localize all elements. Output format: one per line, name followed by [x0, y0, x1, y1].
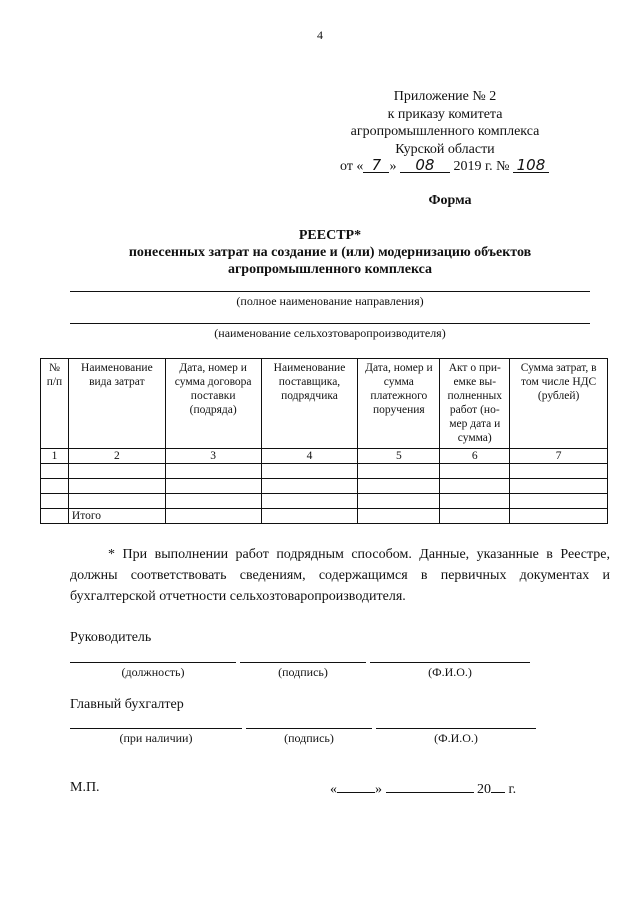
column-number: 2 — [68, 449, 165, 464]
page-number: 4 — [317, 28, 323, 42]
head-caption-name: (Ф.И.О.) — [428, 665, 472, 679]
column-number: 4 — [261, 449, 358, 464]
appendix-block — [320, 88, 570, 158]
day-blank — [337, 780, 375, 793]
direction-caption: (полное наименование направления) — [236, 294, 424, 308]
head-caption-signature: (подпись) — [278, 665, 328, 679]
producer-caption: (наименование сельхозтоваропроизводителя) — [214, 326, 446, 340]
date-open-quote: « — [330, 782, 337, 797]
table-header-row — [41, 359, 608, 449]
appendix-line: к приказу комитета — [387, 106, 503, 122]
handwritten-day: 7 — [363, 158, 389, 173]
accountant-label: Главный бухгалтер — [70, 697, 184, 712]
direction-fill-line — [70, 291, 590, 292]
date-prefix: от « — [340, 159, 364, 174]
footnote-text: * При выполнении работ подрядным способом. Данные, указанные в Реестре, должны соответствовать сведениям, содержащимся в первичных документах и бухгалтерской отчетности сельхозтоваропроизводителя. — [70, 547, 610, 604]
table-header-cell: Наименование поставщика, подрядчика — [261, 359, 358, 449]
title-line: РЕЕСТР* — [298, 228, 362, 243]
head-name-line — [370, 662, 530, 663]
total-row — [41, 509, 608, 524]
title-line: агропромышленного комплекса — [227, 262, 433, 277]
accountant-caption-name: (Ф.И.О.) — [434, 731, 478, 745]
column-number: 7 — [510, 449, 608, 464]
accountant-caption-note: (при наличии) — [119, 731, 193, 745]
registry-table — [40, 358, 608, 524]
accountant-note-line — [70, 728, 242, 729]
column-number: 3 — [165, 449, 261, 464]
year-suffix: г. — [508, 782, 517, 797]
title-line: понесенных затрат на создание и (или) модернизацию объектов — [128, 245, 532, 260]
handwritten-order-number: 108 — [513, 158, 549, 173]
head-caption-position: (должность) — [121, 665, 185, 679]
stamp-label: М.П. — [70, 780, 100, 795]
table-row — [41, 494, 608, 509]
accountant-caption-signature: (подпись) — [284, 731, 334, 745]
head-signature-line — [240, 662, 366, 663]
table-header-cell: Акт о при-емке вы-полненных работ (но-мер дата и сумма) — [440, 359, 510, 449]
table-header-cell: № п/п — [41, 359, 69, 449]
table-row — [41, 464, 608, 479]
table-header-cell: Наименование вида затрат — [68, 359, 165, 449]
document-title — [60, 227, 600, 278]
order-date-line — [340, 158, 600, 175]
total-label: Итого — [68, 509, 165, 524]
appendix-line: агропромышленного комплекса — [350, 124, 540, 139]
table-row — [41, 479, 608, 494]
year-text: 2019 г. № — [453, 159, 510, 174]
date-close-quote: » — [375, 782, 382, 797]
column-number: 6 — [440, 449, 510, 464]
table-header-cell: Дата, номер и сумма платежного поручения — [358, 359, 440, 449]
column-number: 5 — [358, 449, 440, 464]
handwritten-month: 08 — [400, 158, 450, 173]
form-label: Форма — [428, 193, 472, 208]
year-prefix: 20 — [477, 782, 491, 797]
head-position-line — [70, 662, 236, 663]
accountant-signature-line — [246, 728, 372, 729]
appendix-line: Курской области — [395, 141, 495, 157]
year-blank — [491, 780, 505, 793]
sign-date — [330, 780, 516, 798]
footnote — [70, 544, 610, 607]
accountant-name-line — [376, 728, 536, 729]
appendix-line: Приложение № 2 — [393, 89, 497, 104]
date-mid: » — [389, 159, 397, 174]
producer-fill-line — [70, 323, 590, 324]
column-number: 1 — [41, 449, 69, 464]
head-label: Руководитель — [70, 630, 152, 645]
column-number-row — [41, 449, 608, 464]
month-blank — [386, 780, 474, 793]
table-header-cell: Дата, номер и сумма договора поставки (подряда) — [165, 359, 261, 449]
table-header-cell: Сумма затрат, в том числе НДС (рублей) — [510, 359, 608, 449]
